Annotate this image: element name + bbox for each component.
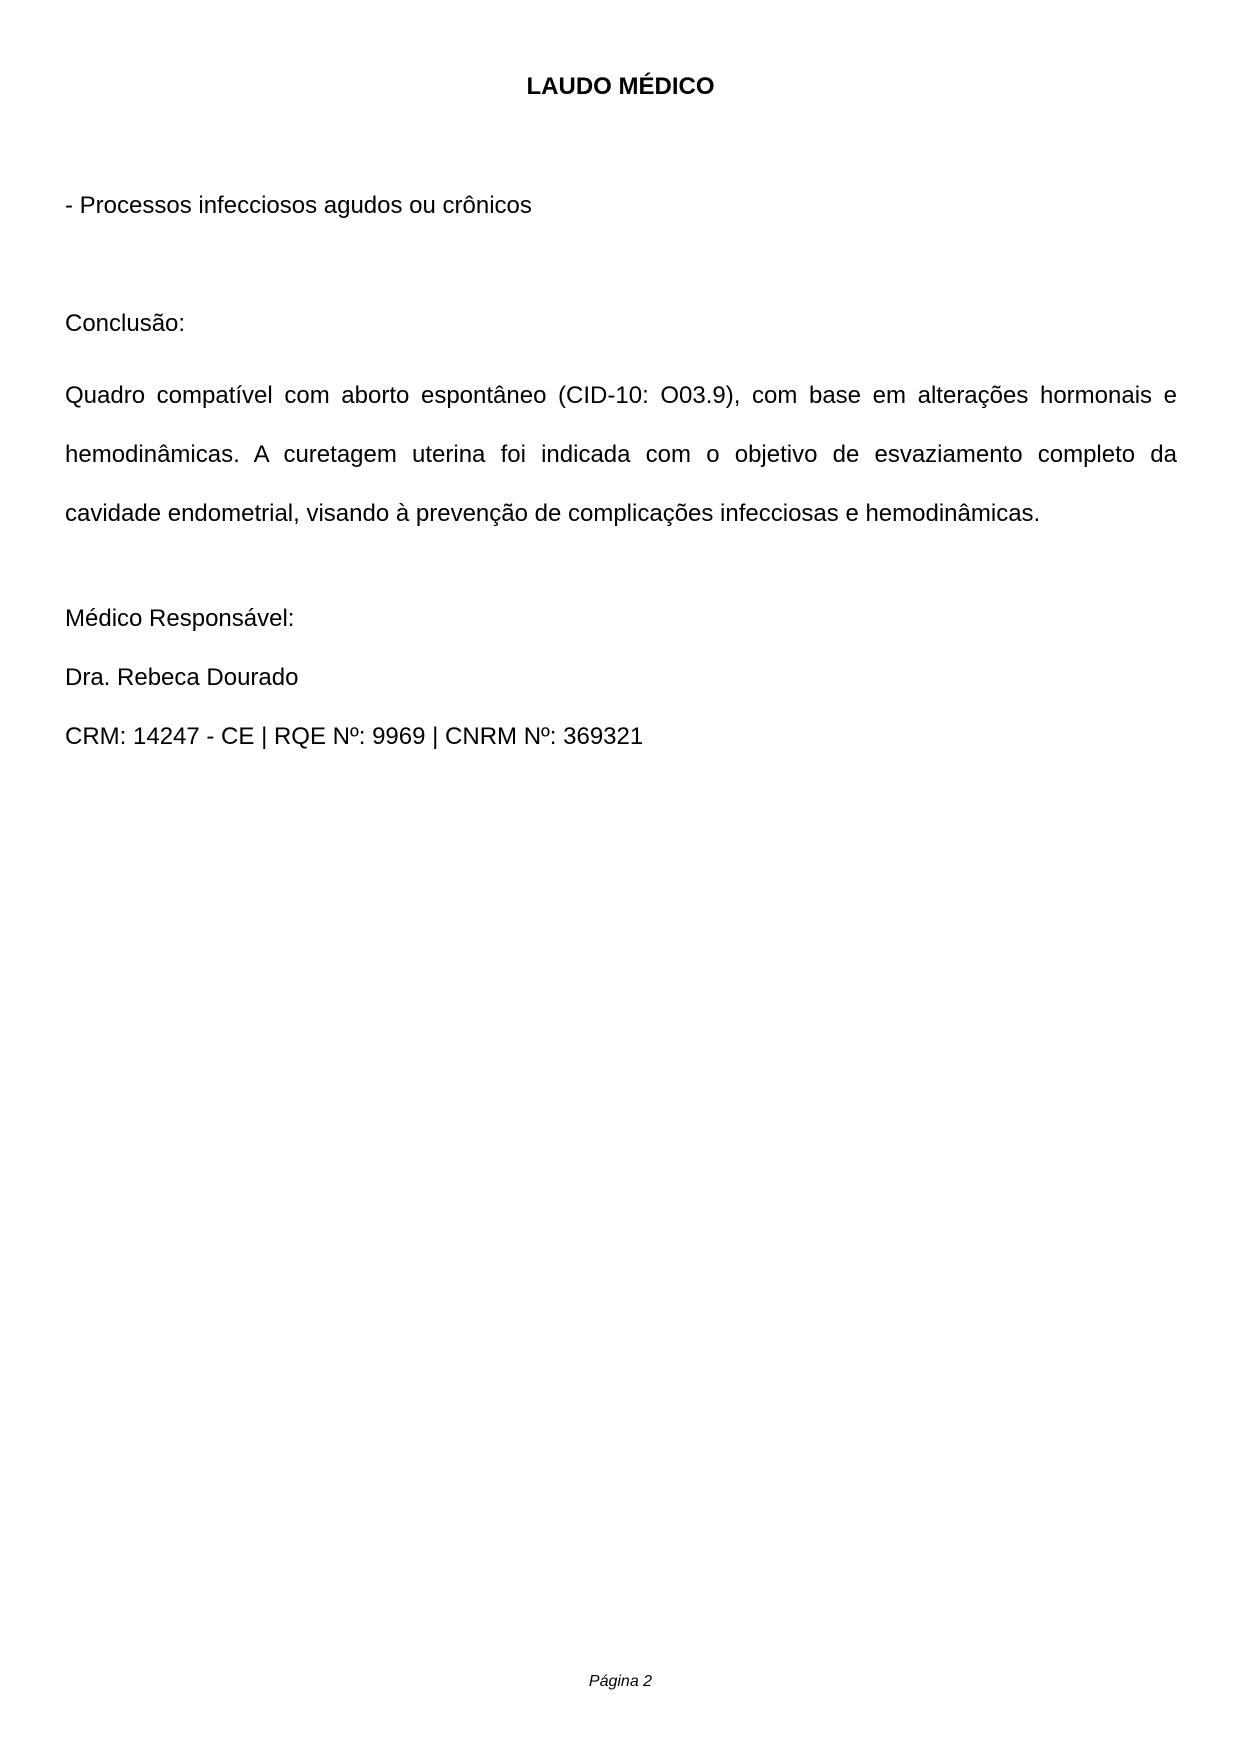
doctor-registration: CRM: 14247 - CE | RQE Nº: 9969 | CNRM Nº: 369321 (65, 723, 644, 750)
doctor-heading: Médico Responsável: (65, 605, 295, 632)
bullet-item: - Processos infecciosos agudos ou crônicos (65, 192, 532, 219)
conclusion-text: Quadro compatível com aborto espontâneo (CID-10: O03.9), com base em alterações hormonais e hemodinâmicas. A curetagem uterina foi indicada com o objetivo de esvaziamento completo da cavidade endometrial, visando à prevenção de complicações infecciosas e hemodinâmicas. (65, 382, 1177, 527)
page-number: Página 2 (588, 1673, 653, 1690)
conclusion-heading: Conclusão: (65, 310, 186, 337)
doctor-name: Dra. Rebeca Dourado (65, 664, 299, 691)
document-title: LAUDO MÉDICO (526, 73, 715, 100)
